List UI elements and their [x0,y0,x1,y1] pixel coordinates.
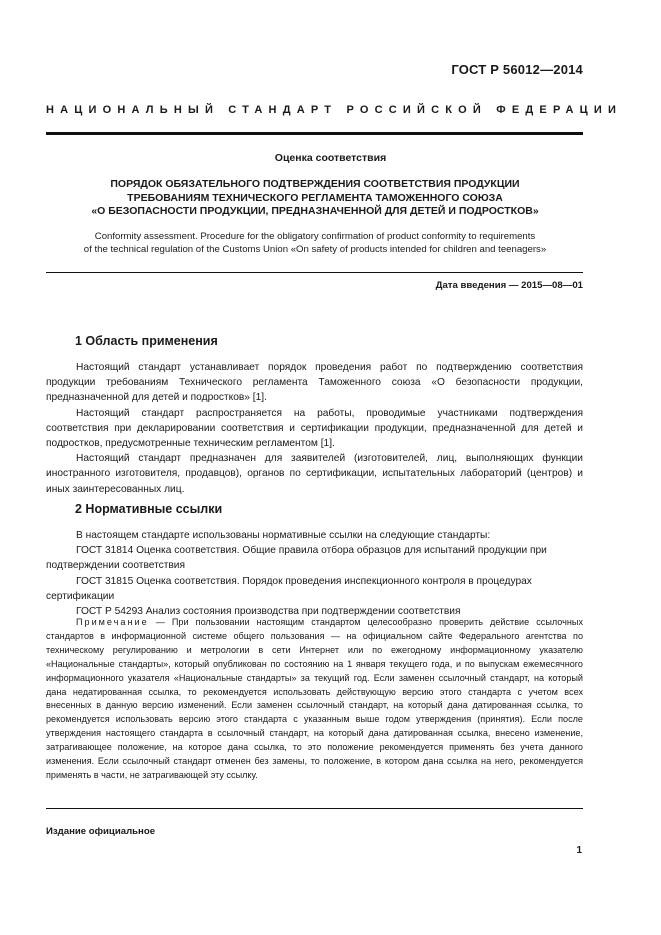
reference-item: ГОСТ 31814 Оценка соответствия. Общие правила отбора образцов для испытаний продукции при подтверждении соответствия [46,545,547,572]
section-2-heading: 2 Нормативные ссылки [75,502,223,516]
note-label: Примечание [76,617,149,627]
header-rule [46,132,583,135]
paragraph: Настоящий стандарт предназначен для заявителей (изготовителей, лиц, выполняющих функции иностранного изготовителя, продавцов), органов по сертификации, испытательных лабораторий (центров) и иных заинтересованных лиц. [46,453,583,495]
title-line: ПОРЯДОК ОБЯЗАТЕЛЬНОГО ПОДТВЕРЖДЕНИЯ СООТВЕТСТВИЯ ПРОДУКЦИИ [110,178,520,190]
note-block [46,616,583,783]
reference-item: ГОСТ Р 54293 Анализ состояния производства при подтверждении соответствия [76,606,461,618]
section-1-heading: 1 Область применения [75,334,218,348]
title-line: «О БЕЗОПАСНОСТИ ПРОДУКЦИИ, ПРЕДНАЗНАЧЕННОЙ ДЛЯ ДЕТЕЙ И ПОДРОСТКОВ» [91,205,539,217]
document-title [40,178,590,219]
paragraph: Настоящий стандарт распространяется на работы, проводимые участниками подтверждения соответствия при декларировании соответствия и сертификации продукции, предназначенной для детей и подростков, предусмотренные техническим регламентом [1]. [46,407,583,450]
english-title-line: of the technical regulation of the Customs Union «On safety of products intended for children and teenagers» [83,244,547,255]
english-title-line: Conformity assessment. Procedure for the obligatory confirmation of product conformity to requirements [94,231,536,242]
english-title [40,230,590,256]
title-rule [46,272,583,273]
paragraph: В настоящем стандарте использованы нормативные ссылки на следующие стандарты: [76,530,491,541]
page-number: 1 [576,845,582,856]
document-number: ГОСТ Р 56012—2014 [451,62,583,77]
footer-rule [46,808,583,809]
section-2-body [46,528,583,619]
note-text: — При пользовании настоящим стандартом целесообразно проверить действие ссылочных стандартов в информационной системе общего пользования — на официальном сайте Федерального агентства по техническому регулированию и метрологии в сети Интернет или по ежегодному информационному указателю «Национальные стандарты», который опубликован по состоянию на 1 января текущего года, и по выпускам ежемесячного информационного указателя «Национальные стандарты» за текущий год. Если заменен ссылочный стандарт, на который дана недатированная ссылка, то рекомендуется использовать действующую версию этого стандарта с учетом всех внесенных в данную версию изменений. Если заменен ссылочный стандарт, на который дана датированная ссылка, то рекомендуется использовать версию этого стандарта с указанным выше годом утверждения (принятия). Если после утверждения настоящего стандарта в ссылочный стандарт, на который дана датированная ссылка, внесено изменение, затрагивающее положение, на которое дана ссылка, то это положение рекомендуется применять без учета данного изменения. Если ссылочный стандарт отменен без замены, то положение, в котором дана ссылка на него, рекомендуется применять в части, не затрагивающей эту ссылку. [46,617,583,780]
section-1-body [46,360,583,497]
paragraph: Настоящий стандарт устанавливает порядок проведения работ по подтверждению соответствия продукции требованиям Технического регламента Таможенного союза «О безопасности продукции, предназначенной для детей и подростков» [1]. [46,362,583,404]
national-standard-heading: НАЦИОНАЛЬНЫЙ СТАНДАРТ РОССИЙСКОЙ ФЕДЕРАЦИИ [46,104,623,116]
reference-item: ГОСТ 31815 Оценка соответствия. Порядок проведения инспекционного контроля в процедурах сертификации [46,575,532,602]
document-subtitle: Оценка соответствия [274,152,387,164]
title-line: ТРЕБОВАНИЯМ ТЕХНИЧЕСКОГО РЕГЛАМЕНТА ТАМОЖЕННОГО СОЮЗА [127,191,503,204]
introduction-date: Дата введения — 2015—08—01 [435,280,583,291]
edition-label: Издание официальное [46,826,156,837]
